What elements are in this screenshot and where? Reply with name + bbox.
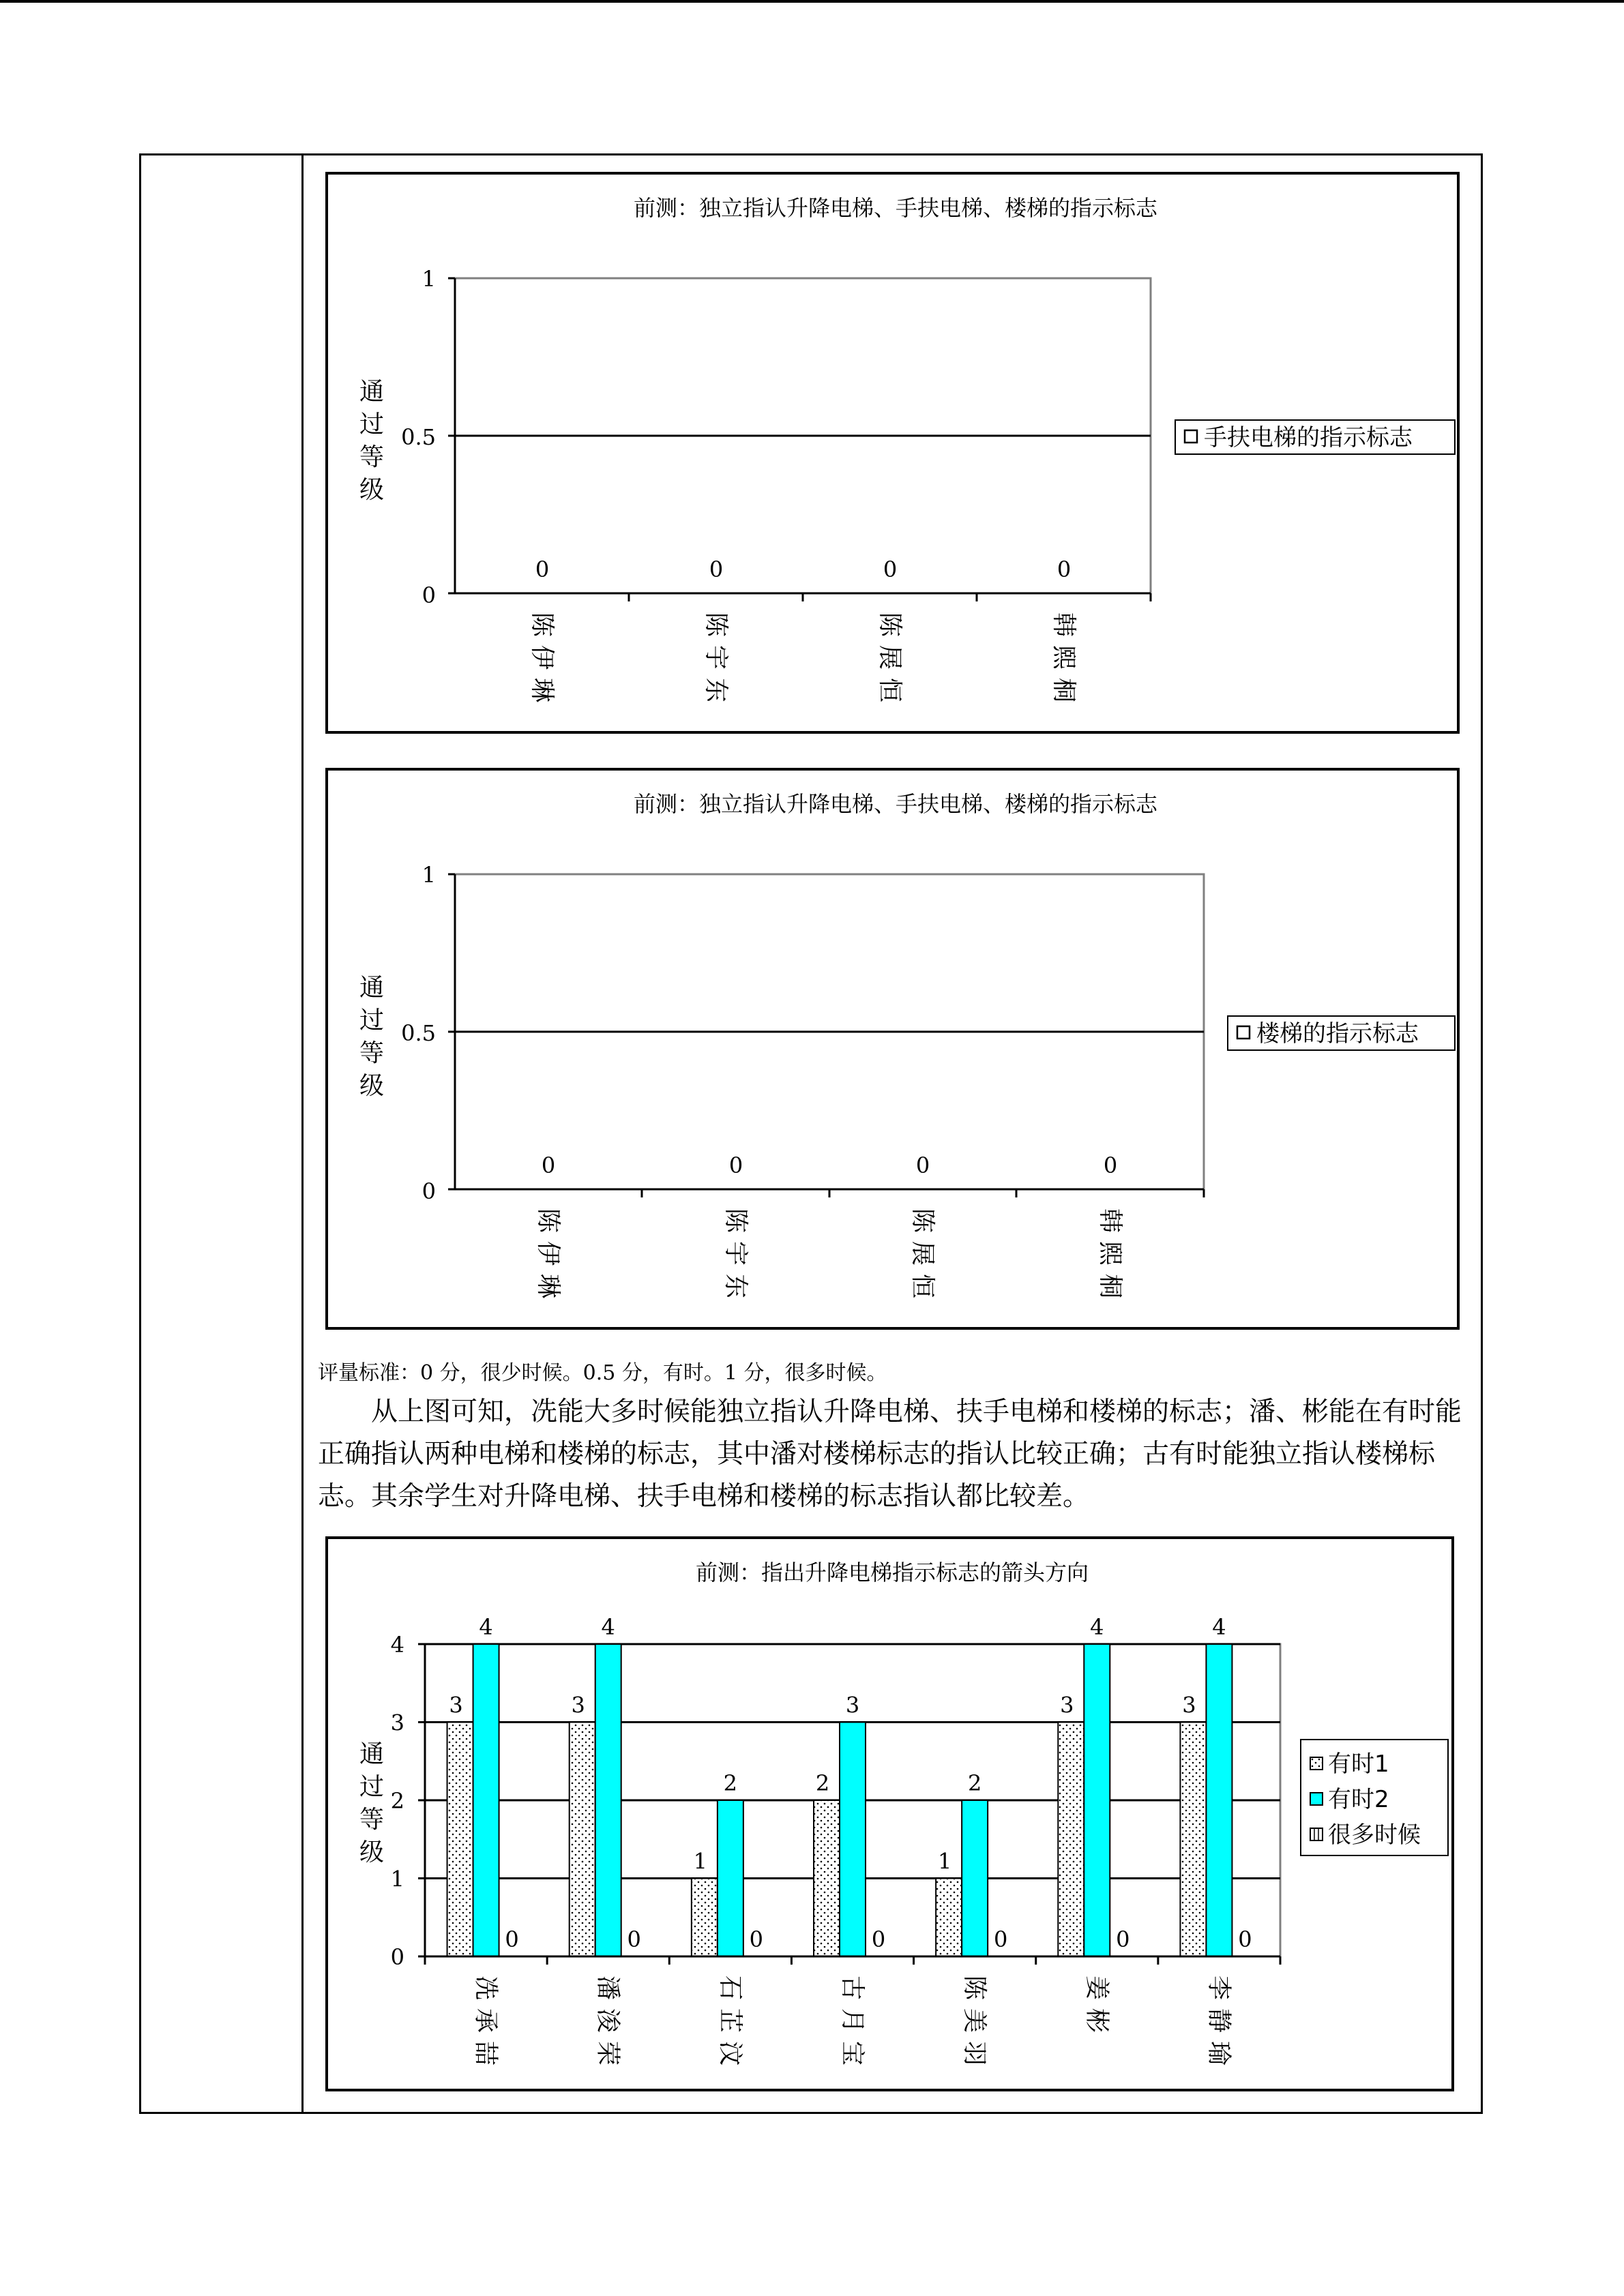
x-category-char: 陈 xyxy=(528,612,556,638)
legend-swatch-sometimes2 xyxy=(1310,1793,1323,1805)
x-category-label xyxy=(528,612,556,702)
data-label: 2 xyxy=(967,1770,982,1796)
y-axis-label xyxy=(359,974,384,1100)
chart-escalator-signs-svg xyxy=(328,175,1462,736)
x-category-char: 羽 xyxy=(960,2040,989,2066)
y-axis-label-char: 等 xyxy=(359,1806,385,1834)
data-label: 0 xyxy=(883,556,898,582)
x-category-char: 冼 xyxy=(471,1975,500,2001)
data-label: 0 xyxy=(541,1152,556,1178)
chart-arrow-direction-svg xyxy=(328,1539,1457,2094)
data-label: 0 xyxy=(728,1152,743,1178)
y-axis-label-char: 通 xyxy=(359,378,385,406)
data-label: 3 xyxy=(845,1692,860,1718)
data-label: 0 xyxy=(1116,1926,1130,1952)
bar-sometimes2 xyxy=(1084,1644,1110,1956)
bar-sometimes2 xyxy=(595,1644,621,1956)
y-axis-label xyxy=(359,1740,384,1866)
analysis-paragraph xyxy=(318,1391,1464,1518)
data-label: 1 xyxy=(693,1848,708,1875)
evaluation-criteria: 评量标准：0 分，很少时候。0.5 分，有时。1 分，很多时候。 xyxy=(318,1361,887,1385)
x-category-char: 陈 xyxy=(534,1208,562,1234)
x-category-char: 东 xyxy=(702,677,730,703)
y-tick-label: 1 xyxy=(422,266,436,292)
x-category-char: 芷 xyxy=(715,2008,744,2033)
x-category-char: 月 xyxy=(838,2008,866,2033)
x-category-char: 东 xyxy=(722,1273,750,1299)
y-tick-label: 3 xyxy=(390,1710,404,1736)
bar-sometimes1 xyxy=(814,1800,840,1956)
data-label: 3 xyxy=(449,1692,463,1718)
bar-sometimes1 xyxy=(692,1879,718,1957)
y-tick-label: 2 xyxy=(390,1788,404,1814)
x-category-char: 恒 xyxy=(876,677,904,703)
chart-stair-signs-svg xyxy=(328,771,1462,1332)
legend-swatch xyxy=(1237,1026,1250,1039)
data-label: 3 xyxy=(571,1692,585,1718)
bar-sometimes2 xyxy=(473,1644,499,1956)
x-category-char: 陈 xyxy=(876,612,904,638)
y-tick-label: 0 xyxy=(422,582,436,608)
x-category-char: 浚 xyxy=(593,2008,622,2033)
x-category-char: 彬 xyxy=(1082,2008,1111,2033)
legend-label: 很多时候 xyxy=(1328,1821,1421,1849)
data-label: 0 xyxy=(915,1152,930,1178)
x-category-label xyxy=(1050,612,1078,702)
x-category-char: 宇 xyxy=(722,1240,750,1266)
bar-sometimes1 xyxy=(570,1723,595,1957)
x-category-char: 陈 xyxy=(909,1208,936,1234)
x-category-label xyxy=(876,612,904,702)
table-column-divider xyxy=(301,153,304,2114)
y-tick-label: 4 xyxy=(390,1632,404,1658)
legend-label: 楼梯的指示标志 xyxy=(1256,1020,1419,1047)
x-category-char: 静 xyxy=(1205,2008,1233,2033)
y-tick-label: 0 xyxy=(390,1944,404,1970)
chart-arrow-direction xyxy=(325,1536,1454,2091)
data-label: 4 xyxy=(1212,1614,1226,1640)
x-category-char: 汶 xyxy=(715,2040,744,2066)
data-label: 0 xyxy=(1103,1152,1118,1178)
legend-swatch-sometimes1 xyxy=(1310,1757,1323,1770)
data-label: 1 xyxy=(937,1848,952,1875)
x-category-char: 潘 xyxy=(593,1975,622,2001)
x-category-char: 喆 xyxy=(471,2040,500,2066)
x-category-char: 石 xyxy=(715,1975,744,2001)
x-category-char: 熙 xyxy=(1050,644,1078,670)
data-label: 3 xyxy=(1182,1692,1196,1718)
chart-title: 前测：独立指认升降电梯、手扶电梯、楼梯的指示标志 xyxy=(633,791,1158,817)
y-tick-label: 0.5 xyxy=(401,424,436,450)
data-label: 0 xyxy=(535,556,550,582)
y-axis-label-char: 级 xyxy=(359,1838,385,1866)
x-category-char: 琳 xyxy=(534,1273,562,1299)
top-rule xyxy=(0,0,1624,3)
chart-escalator-signs xyxy=(325,172,1460,734)
data-label: 0 xyxy=(871,1926,886,1952)
x-category-char: 美 xyxy=(960,2008,989,2033)
x-category-char: 李 xyxy=(1205,1975,1233,2001)
data-label: 3 xyxy=(1060,1692,1074,1718)
x-category-char: 韩 xyxy=(1050,612,1078,638)
y-axis-label-char: 等 xyxy=(359,1039,385,1067)
y-axis-label-char: 过 xyxy=(359,1007,385,1034)
bar-sometimes2 xyxy=(1206,1644,1232,1956)
x-category-char: 陈 xyxy=(722,1208,750,1234)
chart-title: 前测：指出升降电梯指示标志的箭头方向 xyxy=(695,1560,1089,1585)
legend-label: 有时2 xyxy=(1328,1786,1389,1813)
legend xyxy=(1175,420,1455,454)
legend-label: 手扶电梯的指示标志 xyxy=(1204,424,1413,451)
x-category-char: 琳 xyxy=(528,677,556,703)
x-category-char: 恒 xyxy=(909,1273,936,1299)
data-label: 0 xyxy=(1238,1926,1252,1952)
x-category-char: 荣 xyxy=(593,2040,622,2066)
data-label: 0 xyxy=(627,1926,641,1952)
x-category-char: 伊 xyxy=(528,644,556,670)
x-category-char: 宇 xyxy=(702,644,730,670)
x-category-char: 陈 xyxy=(960,1975,989,2001)
legend xyxy=(1228,1016,1455,1050)
data-label: 2 xyxy=(815,1770,830,1796)
data-label: 0 xyxy=(505,1926,519,1952)
x-category-char: 熙 xyxy=(1096,1240,1124,1266)
x-category-char: 桐 xyxy=(1096,1273,1124,1299)
y-axis-label-char: 级 xyxy=(359,1072,385,1100)
legend-swatch-often xyxy=(1310,1828,1323,1840)
y-axis-label-char: 等 xyxy=(359,443,385,471)
x-category-label xyxy=(702,612,730,702)
data-label: 0 xyxy=(1057,556,1072,582)
bar-sometimes1 xyxy=(447,1723,473,1957)
data-label: 4 xyxy=(601,1614,615,1640)
y-tick-label: 0 xyxy=(422,1178,436,1204)
data-label: 0 xyxy=(749,1926,764,1952)
data-label: 4 xyxy=(479,1614,493,1640)
x-category-label xyxy=(722,1208,750,1298)
y-tick-label: 0.5 xyxy=(401,1020,436,1046)
y-axis-label-char: 过 xyxy=(359,1773,385,1801)
x-category-char: 展 xyxy=(909,1240,936,1266)
legend-label: 有时1 xyxy=(1328,1750,1389,1778)
chart-title: 前测：独立指认升降电梯、手扶电梯、楼梯的指示标志 xyxy=(633,195,1158,221)
legend xyxy=(1301,1740,1448,1855)
y-axis-label-char: 通 xyxy=(359,1740,385,1768)
y-tick-label: 1 xyxy=(390,1866,404,1892)
bar-sometimes1 xyxy=(1058,1723,1084,1957)
x-category-char: 陈 xyxy=(702,612,730,638)
x-category-char: 承 xyxy=(471,2008,500,2033)
x-category-char: 宝 xyxy=(838,2040,866,2066)
bar-sometimes2 xyxy=(962,1800,988,1956)
data-label: 0 xyxy=(709,556,724,582)
x-category-char: 展 xyxy=(876,644,904,670)
bar-sometimes2 xyxy=(718,1800,743,1956)
bar-sometimes1 xyxy=(1180,1723,1206,1957)
legend-swatch xyxy=(1185,430,1197,443)
bar-sometimes2 xyxy=(840,1723,866,1957)
y-axis-label-char: 通 xyxy=(359,974,385,1002)
x-category-label xyxy=(534,1208,562,1298)
bar-sometimes1 xyxy=(936,1879,962,1957)
x-category-char: 姜 xyxy=(1082,1975,1111,2001)
x-category-char: 伊 xyxy=(534,1240,562,1266)
x-category-char: 古 xyxy=(838,1975,866,2001)
x-category-label xyxy=(1096,1208,1124,1298)
chart-stair-signs xyxy=(325,768,1460,1330)
data-label: 2 xyxy=(723,1770,738,1796)
y-axis-label-char: 过 xyxy=(359,411,385,438)
y-tick-label: 1 xyxy=(422,862,436,888)
x-category-char: 桐 xyxy=(1050,677,1078,703)
x-category-char: 瑜 xyxy=(1205,2040,1233,2066)
analysis-text: 从上图可知，冼能大多时候能独立指认升降电梯、扶手电梯和楼梯的标志；潘、彬能在有时能正确指认两种电梯和楼梯的标志，其中潘对楼梯标志的指认比较正确；古有时能独立指认楼梯标志。其余学生对升降电梯、扶手电梯和楼梯的标志指认都比较差。 xyxy=(318,1397,1462,1512)
y-axis-label-char: 级 xyxy=(359,476,385,504)
y-axis-label xyxy=(359,378,384,504)
x-category-char: 韩 xyxy=(1096,1208,1124,1234)
x-category-label xyxy=(909,1208,936,1298)
data-label: 4 xyxy=(1090,1614,1104,1640)
data-label: 0 xyxy=(993,1926,1008,1952)
